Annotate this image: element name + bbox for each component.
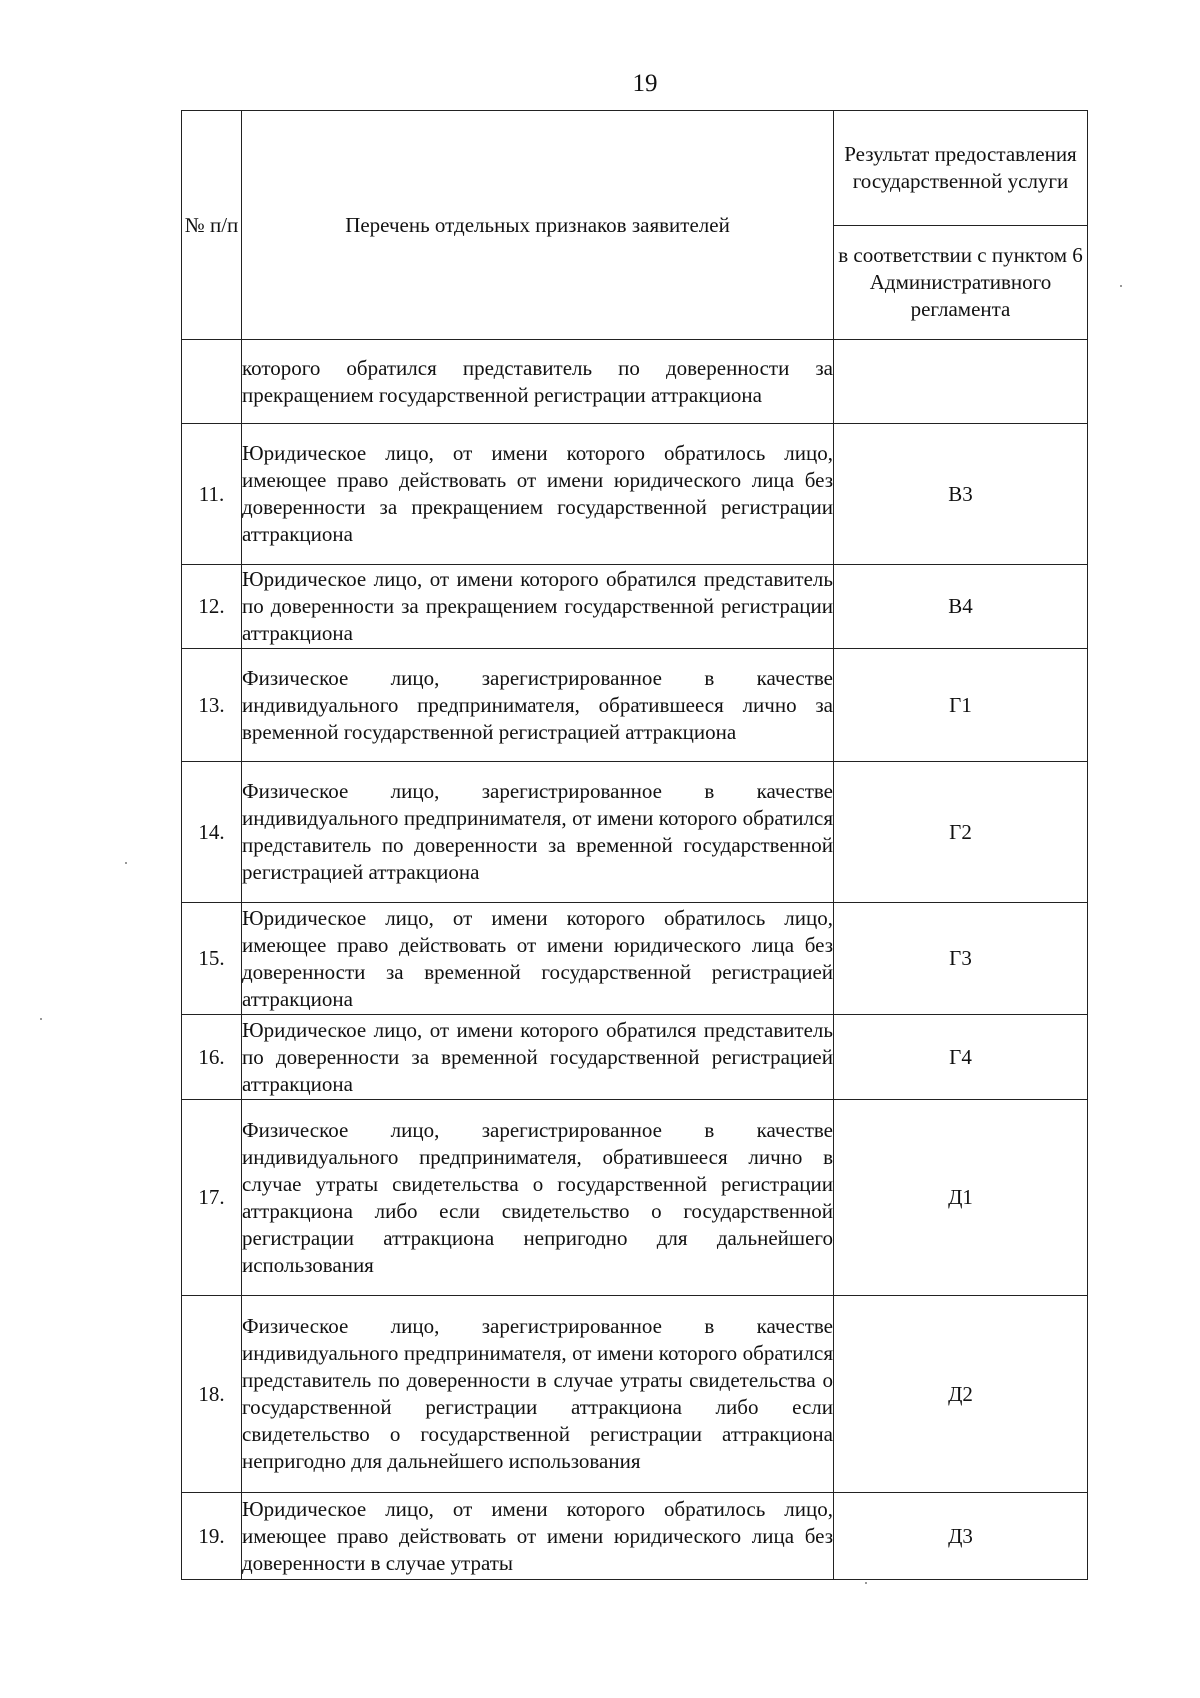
row-number: 17. bbox=[182, 1100, 242, 1296]
row-number bbox=[182, 340, 242, 424]
row-description: Физическое лицо, зарегистрированное в качестве индивидуального предпринимателя, от имени которого обратился представитель по доверенности за временной государственной регистрацией аттракциона bbox=[242, 762, 834, 903]
header-num: № п/п bbox=[182, 111, 242, 340]
table-row bbox=[182, 762, 1088, 903]
row-result-code: Г2 bbox=[834, 762, 1088, 903]
header-features: Перечень отдельных признаков заявителей bbox=[242, 111, 834, 340]
row-result-code: Г3 bbox=[834, 903, 1088, 1015]
row-description: Юридическое лицо, от имени которого обратилось лицо, имеющее право действовать от имени юридического лица без доверенности за прекращением государственной регистрации аттракциона bbox=[242, 424, 834, 565]
table-row bbox=[182, 1100, 1088, 1296]
table-row bbox=[182, 424, 1088, 565]
row-result-code: В4 bbox=[834, 565, 1088, 649]
row-number: 13. bbox=[182, 649, 242, 762]
table-row bbox=[182, 340, 1088, 424]
row-result-code: Г1 bbox=[834, 649, 1088, 762]
row-description: Физическое лицо, зарегистрированное в качестве индивидуального предпринимателя, обратившееся лично за временной государственной регистрацией аттракциона bbox=[242, 649, 834, 762]
row-number: 18. bbox=[182, 1296, 242, 1493]
table-row bbox=[182, 1493, 1088, 1580]
row-number: 15. bbox=[182, 903, 242, 1015]
table-header-row bbox=[182, 111, 1088, 226]
row-result-code: Г4 bbox=[834, 1015, 1088, 1100]
scan-speck bbox=[125, 862, 127, 864]
scan-speck bbox=[865, 1582, 867, 1584]
row-number: 19. bbox=[182, 1493, 242, 1580]
row-number: 12. bbox=[182, 565, 242, 649]
scan-speck bbox=[1120, 285, 1122, 287]
table-row bbox=[182, 649, 1088, 762]
row-number: 16. bbox=[182, 1015, 242, 1100]
row-result-code: В3 bbox=[834, 424, 1088, 565]
table-row bbox=[182, 1296, 1088, 1493]
table-row bbox=[182, 1015, 1088, 1100]
row-description: Физическое лицо, зарегистрированное в качестве индивидуального предпринимателя, от имени которого обратился представитель по доверенности в случае утраты свидетельства о государственной регистрации аттракциона либо если свидетельство о государственной регистрации аттракциона непригодно для дальнейшего использования bbox=[242, 1296, 834, 1493]
table-row bbox=[182, 565, 1088, 649]
row-description: Юридическое лицо, от имени которого обратилось лицо, имеющее право действовать от имени юридического лица без доверенности за временной государственной регистрацией аттракциона bbox=[242, 903, 834, 1015]
row-number: 11. bbox=[182, 424, 242, 565]
row-description: которого обратился представитель по доверенности за прекращением государственной регистрации аттракциона bbox=[242, 340, 834, 424]
row-description: Юридическое лицо, от имени которого обратился представитель по доверенности за прекращением государственной регистрации аттракциона bbox=[242, 565, 834, 649]
row-description: Физическое лицо, зарегистрированное в качестве индивидуального предпринимателя, обратившееся лично в случае утраты свидетельства о государственной регистрации аттракциона либо если свидетельство о государственной регистрации аттракциона непригодно для дальнейшего использования bbox=[242, 1100, 834, 1296]
row-result-code bbox=[834, 340, 1088, 424]
header-result-sub: в соответствии с пунктом 6 Административного регламента bbox=[834, 226, 1088, 340]
row-number: 14. bbox=[182, 762, 242, 903]
row-description: Юридическое лицо, от имени которого обратилось лицо, имеющее право действовать от имени юридического лица без доверенности в случае утраты bbox=[242, 1493, 834, 1580]
row-result-code: Д2 bbox=[834, 1296, 1088, 1493]
page-number: 19 bbox=[632, 70, 658, 97]
scan-speck bbox=[40, 1018, 42, 1020]
row-result-code: Д1 bbox=[834, 1100, 1088, 1296]
header-result: Результат предоставления государственной услуги bbox=[834, 111, 1088, 226]
applicant-features-table bbox=[181, 110, 1088, 1580]
row-result-code: Д3 bbox=[834, 1493, 1088, 1580]
row-description: Юридическое лицо, от имени которого обратился представитель по доверенности за временной государственной регистрацией аттракциона bbox=[242, 1015, 834, 1100]
table-row bbox=[182, 903, 1088, 1015]
